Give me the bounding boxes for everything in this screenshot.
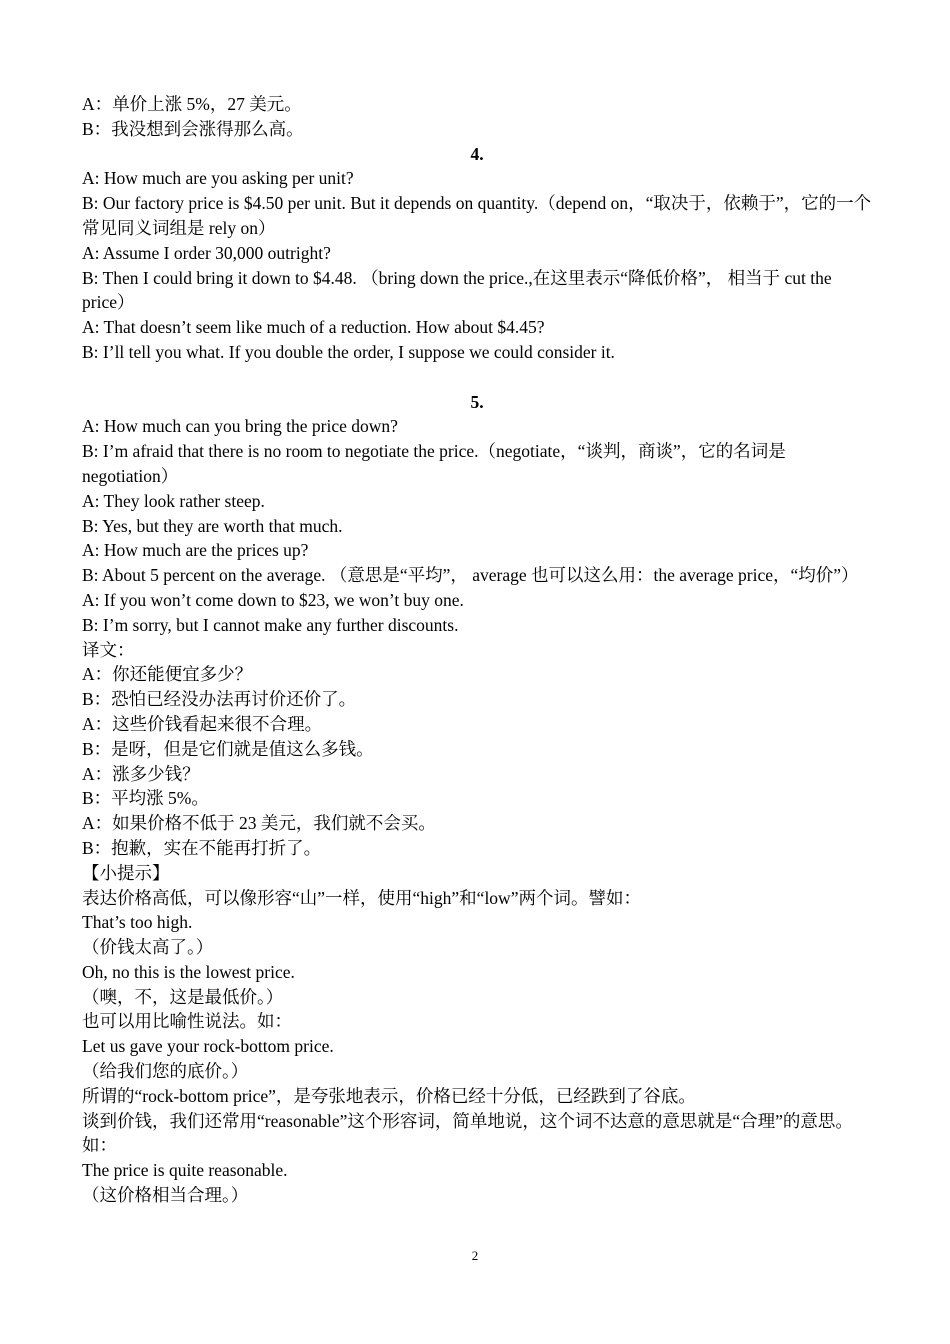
text-line: B: I’m sorry, but I cannot make any further discounts. — [82, 614, 459, 635]
text-line: Let us gave your rock-bottom price. — [82, 1036, 334, 1057]
text-line: B：我没想到会涨得那么高。 — [82, 118, 304, 139]
text-line: A：这些价钱看起来很不合理。 — [82, 713, 323, 734]
text-line: B: Our factory price is $4.50 per unit. But it depends on quantity.（depend on，“取决于，依赖于”，它的一个常见同义词组是 rely on） — [82, 193, 872, 238]
text-line: B: Yes, but they are worth that much. — [82, 515, 343, 536]
text-line: （给我们您的底价。） — [82, 1061, 249, 1082]
text-line: A: That doesn’t seem like much of a reduction. How about $4.45? — [82, 317, 545, 338]
text-line: B：抱歉，实在不能再打折了。 — [82, 837, 322, 858]
text-line: A: They look rather steep. — [82, 490, 265, 511]
text-line: （噢，不，这是最低价。） — [82, 986, 284, 1007]
text-line: A: How much can you bring the price down? — [82, 416, 398, 437]
text-line: （这价格相当合理。） — [82, 1185, 249, 1206]
text-line: B: About 5 percent on the average. （意思是“平均”， average 也可以这么用：the average price，“均价”） — [82, 565, 859, 586]
text-line: A: Assume I order 30,000 outright? — [82, 242, 331, 263]
text-line: A: How much are the prices up? — [82, 540, 309, 561]
tip-heading: 【小提示】 — [82, 862, 170, 883]
text-line: Oh, no this is the lowest price. — [82, 961, 295, 982]
section-heading: 5. — [470, 391, 484, 412]
document-page — [82, 92, 872, 1208]
text-line: B：是呀，但是它们就是值这么多钱。 — [82, 738, 374, 759]
text-line: （价钱太高了。） — [82, 937, 214, 958]
text-line: The price is quite reasonable. — [82, 1160, 288, 1181]
blank-line — [82, 365, 872, 390]
text-line: B: I’ll tell you what. If you double the order, I suppose we could consider it. — [82, 341, 615, 362]
text-line: B: I’m afraid that there is no room to negotiate the price.（negotiate，“谈判，商谈”，它的名词是 negotiation） — [82, 441, 791, 486]
text-line: A：如果价格不低于 23 美元，我们就不会买。 — [82, 813, 436, 834]
text-line: A: How much are you asking per unit? — [82, 168, 354, 189]
text-line: A：你还能便宜多少？ — [82, 664, 253, 685]
text-line: B：恐怕已经没办法再讨价还价了。 — [82, 689, 357, 710]
section-heading: 4. — [470, 143, 484, 164]
text-line: B：平均涨 5%。 — [82, 788, 209, 809]
text-line: A：单价上涨 5%，27 美元。 — [82, 94, 302, 114]
text-line: 表达价格高低，可以像形容“山”一样，使用“high”和“low”两个词。譬如： — [82, 887, 641, 908]
text-line: 所谓的“rock-bottom price”，是夸张地表示，价格已经十分低，已经跌到了谷底。 — [82, 1085, 696, 1106]
page-number: 2 — [471, 1248, 479, 1263]
translation-label: 译文： — [82, 639, 135, 660]
text-line: That’s too high. — [82, 912, 193, 933]
text-line: 谈到价钱，我们还常用“reasonable”这个形容词，简单地说，这个词不达意的意思就是“合理”的意思。如： — [82, 1110, 853, 1156]
text-line: A：涨多少钱？ — [82, 763, 200, 784]
text-line: 也可以用比喻性说法。如： — [82, 1011, 292, 1032]
text-line: A: If you won’t come down to $23, we won’t buy one. — [82, 589, 464, 610]
text-line: B: Then I could bring it down to $4.48. （bring down the price.,在这里表示“降低价格”， 相当于 cut the price） — [82, 267, 837, 313]
